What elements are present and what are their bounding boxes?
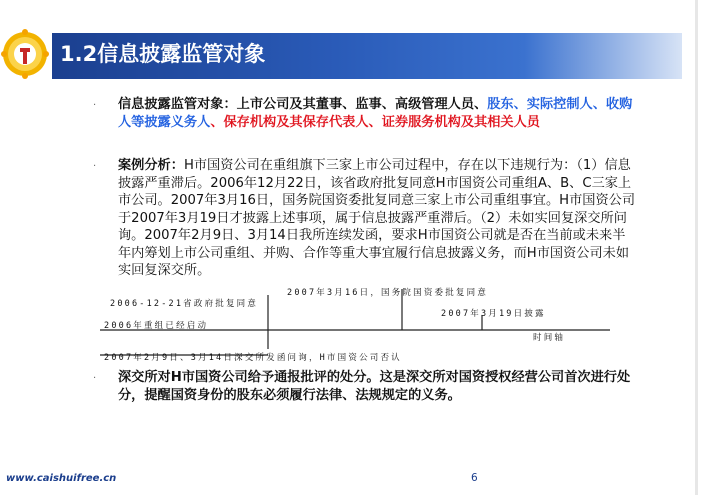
right-divider bbox=[695, 0, 698, 495]
bullet-1-prefix: 信息披露监管对象：上市公司及其董事、监事、高级管理人员、 bbox=[118, 97, 488, 112]
timeline-label-5: 时间轴 bbox=[533, 333, 566, 343]
bullet-2 bbox=[118, 157, 638, 280]
bullet-marker: · bbox=[93, 373, 97, 384]
logo-icon bbox=[0, 20, 50, 88]
bullet-marker: · bbox=[93, 100, 97, 111]
timeline-label-4: 2007年3月19日披露 bbox=[441, 309, 546, 319]
timeline-label-2: 2007年3月16日，国务院国资委批复同意 bbox=[287, 288, 489, 298]
timeline-label-6: 2007年2月9日、3月14日深交所发函问询，H市国资公司否认 bbox=[104, 353, 402, 363]
footer-url[interactable]: www.caishuifree.cn bbox=[6, 473, 117, 484]
timeline-label-1: 2006-12-21省政府批复同意 bbox=[110, 299, 259, 309]
bullet-1 bbox=[118, 96, 638, 131]
bullet-marker: · bbox=[93, 161, 97, 172]
bullet-1-blue: 股东、实际控制人、收购人等披露义务人 bbox=[118, 97, 633, 130]
bullet-2-label: 案例分析： bbox=[118, 158, 184, 173]
timeline-label-3: 2006年重组已经启动 bbox=[104, 321, 209, 331]
bullet-1-mid: 、保存机构及其保存代表人、 bbox=[210, 114, 382, 130]
page-title: 1.2信息披露监管对象 bbox=[60, 42, 266, 66]
bullet-2-body: H市国资公司在重组旗下三家上市公司过程中，存在以下违规行为：（1）信息披露严重滞后。2006年12月22日，该省政府批复同意H市国资公司重组A、B、C三家上市公司。2007年3月16日，国务院国资委批复同意三家上市公司重组事宜。H市国资公司于2007年3月19日才披露上述事项，属于信息披露严重滞后。（2）未如实回复深交所问询。2007年2月9日、3月14日我所连续发函，要求H市国资公司就是否在当前或未来半年内筹划上市公司重组、并购、合作等重大事宜履行信息披露义务，而H市国资公司未如实回复深交所。 bbox=[118, 158, 636, 278]
page-number: 6 bbox=[471, 472, 478, 484]
bullet-1-red: 证券服务机构及其相关人员 bbox=[381, 114, 540, 130]
bullet-3: 深交所对H市国资公司给予通报批评的处分。这是深交所对国资授权经营公司首次进行处分，提醒国资身份的股东必须履行法律、法规规定的义务。 bbox=[118, 370, 631, 403]
